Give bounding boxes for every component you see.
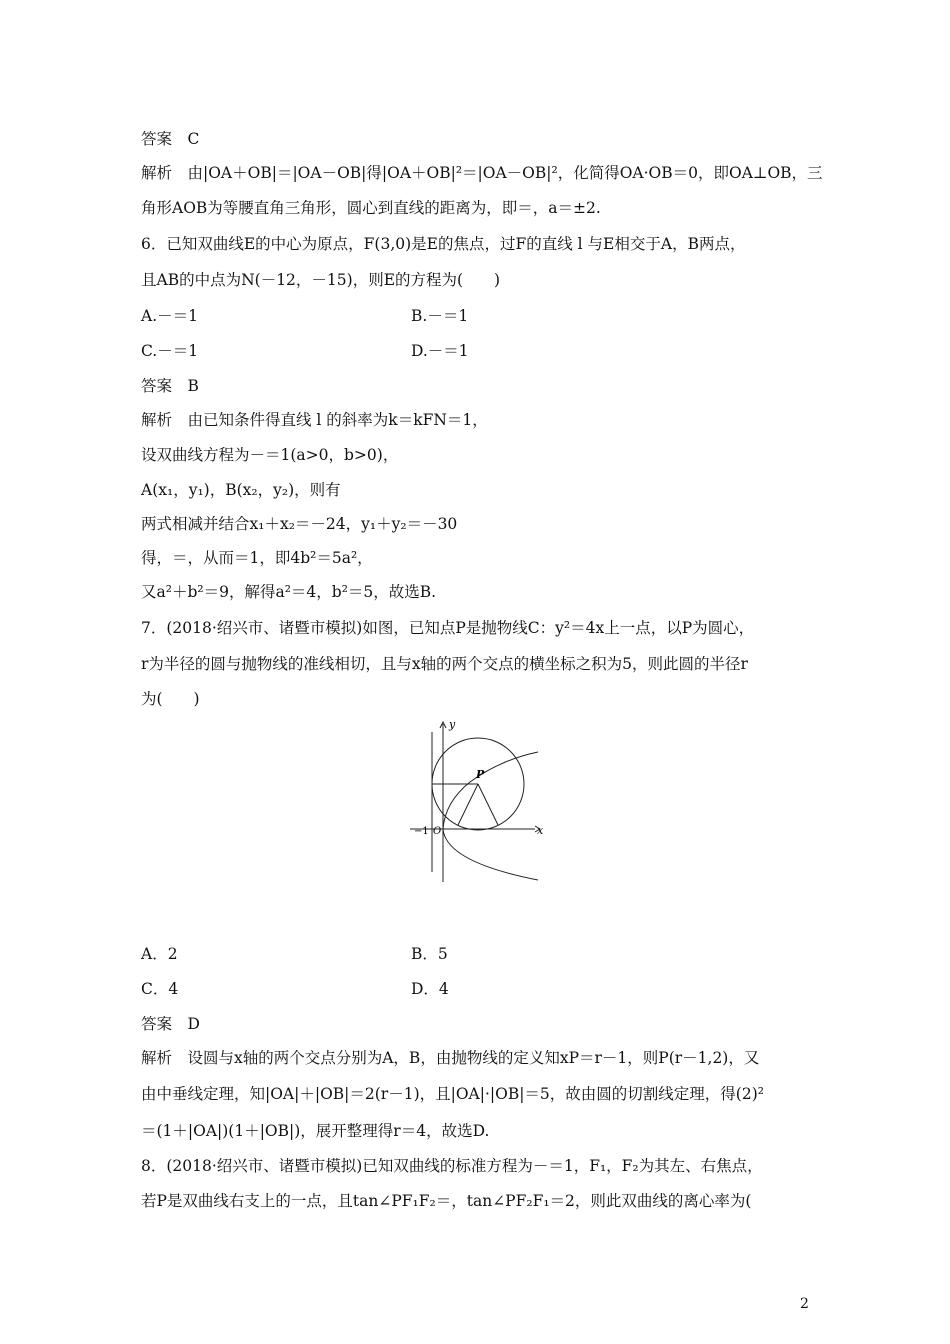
question-7-line3: 为( ) (141, 690, 200, 708)
analysis-6-line1: 解析 由已知条件得直线 l 的斜率为k＝kFN＝1， (141, 411, 488, 429)
answer-5: 答案 C (141, 130, 200, 148)
q7-option-b: B．5 (411, 945, 448, 963)
parabola-circle-figure (400, 712, 560, 892)
analysis-5-line1: 解析 由|OA＋OB|＝|OA－OB|得|OA＋OB|²＝|OA－OB|²，化简得OA·OB＝0，即OA⊥OB，三 (141, 164, 823, 182)
point-p-label: P (476, 768, 485, 781)
neg-one-label: −1 (414, 826, 429, 837)
analysis-6-line5: 得，＝，从而＝1，即4b²＝5a²， (141, 549, 373, 567)
q7-option-c: C．4 (141, 980, 179, 998)
q6-option-d: D.－＝1 (411, 342, 469, 360)
question-6-line2: 且AB的中点为N(－12，－15)，则E的方程为( ) (141, 271, 501, 289)
q6-option-b: B.－＝1 (411, 307, 469, 325)
question-6-line1: 6．已知双曲线E的中心为原点，F(3,0)是E的焦点，过F的直线 l 与E相交于A，B两点， (141, 235, 746, 253)
y-axis-label: y (449, 718, 456, 731)
analysis-7-line1: 解析 设圆与x轴的两个交点分别为A，B，由抛物线的定义知xP＝r－1，则P(r－1,2)，又 (141, 1049, 760, 1067)
question-7-line2: r为半径的圆与抛物线的准线相切，且与x轴的两个交点的横坐标之积为5，则此圆的半径r (141, 655, 748, 673)
question-7-line1: 7．(2018·绍兴市、诸暨市模拟)如图，已知点P是抛物线C：y²＝4x上一点，以P为圆心， (141, 619, 755, 637)
analysis-5-line2: 角形AOB为等腰直角三角形，圆心到直线的距离为，即＝，a＝±2. (141, 199, 601, 217)
q6-option-a: A.－＝1 (141, 307, 198, 325)
question-8-line1: 8．(2018·绍兴市、诸暨市模拟)已知双曲线的标准方程为－＝1，F₁，F₂为其左、右焦点， (141, 1157, 763, 1175)
answer-6: 答案 B (141, 377, 199, 395)
analysis-7-line3: ＝(1＋|OA|)(1＋|OB|)，展开整理得r＝4，故选D. (141, 1122, 490, 1140)
q7-option-d: D．4 (411, 980, 449, 998)
analysis-6-line3: A(x₁，y₁)，B(x₂，y₂)，则有 (141, 481, 341, 499)
radius-to-b (478, 784, 498, 825)
analysis-7-line2: 由中垂线定理，知|OA|＋|OB|＝2(r－1)，且|OA|·|OB|＝5，故由圆的切割线定理，得(2)² (141, 1085, 764, 1103)
parabola (443, 752, 538, 880)
q7-option-a: A．2 (141, 945, 178, 963)
answer-7: 答案 D (141, 1015, 200, 1033)
q6-option-c: C.－＝1 (141, 342, 199, 360)
analysis-6-line2: 设双曲线方程为－＝1(a>0，b>0)， (141, 446, 399, 464)
origin-label: O (433, 826, 442, 837)
question-8-line2: 若P是双曲线右支上的一点，且tan∠PF₁F₂＝，tan∠PF₂F₁＝2，则此双曲线的离心率为( (141, 1192, 752, 1210)
x-axis-label: x (537, 824, 544, 837)
page-number: 2 (800, 1296, 809, 1312)
analysis-6-line6: 又a²＋b²＝9，解得a²＝4，b²＝5，故选B. (141, 583, 437, 601)
analysis-6-line4: 两式相减并结合x₁＋x₂＝－24，y₁＋y₂＝－30 (141, 515, 458, 533)
